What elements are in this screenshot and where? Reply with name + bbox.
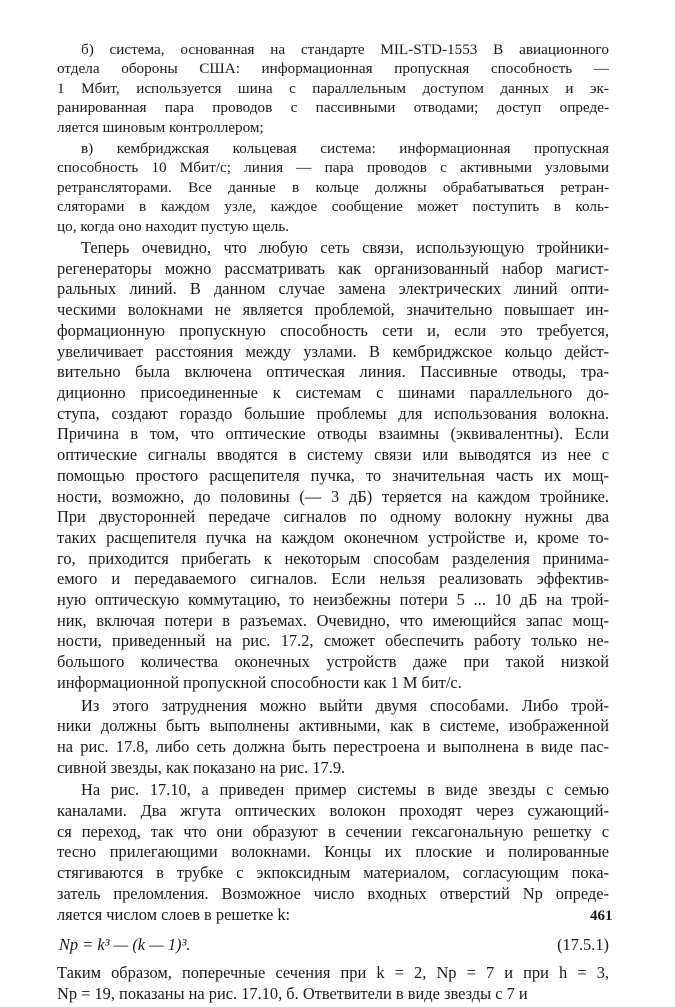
text-line: формационную пропускную способность сети и, если это требуется, (57, 320, 609, 340)
text-line: ретрансляторами. Все данные в кольце должны обрабатываться ретран- (57, 178, 609, 196)
text-line: стягиваются в трубке с экпоксидным материалом, согласующим пока- (57, 863, 609, 883)
paragraph-p4 (57, 696, 609, 779)
text-line: ную оптическую коммутацию, то неизбежны потери 5 ... 10 дБ на трой- (57, 590, 609, 610)
closing-paragraph (57, 963, 609, 1006)
formula-17-5-1 (57, 933, 609, 959)
text-line: ральных линий. В данном случае замена электрических линий опти- (57, 279, 609, 299)
text-line: ляется числом слоев в решетке k: (57, 904, 291, 924)
text-line: способность 10 Мбит/с; линия — пара проводов с активными узловыми (57, 159, 609, 177)
text-line: сивной звезды, как показано на рис. 17.9. (57, 757, 346, 777)
text-line: го, приходится прибегать к некоторым способам разделения принима- (57, 548, 609, 568)
paragraph-p6 (57, 963, 609, 1004)
text-line: на рис. 17.8, либо сеть должна быть перестроена и выполнена в виде пас- (57, 736, 609, 756)
formula-number: (17.5.1) (557, 935, 609, 955)
text-line: ранированная пара проводов с пассивными отводами; доступ опреде- (57, 99, 609, 117)
text-line: ся переход, так что они образуют в сечении гексагональную решетку с (57, 821, 609, 841)
text-line: ческими волокнами не является проблемой, значительно повышает ин- (57, 300, 609, 320)
text-line: сляторами в каждом узле, каждое сообщение может поступить в коль- (57, 198, 609, 216)
text-line: ности, приведенный на рис. 17.2, сможет обеспечить работу только не- (57, 631, 609, 651)
text-line: При двусторонней передаче сигналов по одному волокну нужны два (57, 507, 609, 527)
text-line: б) система, основанная на стандарте MIL-STD-1553 В авиационного (81, 41, 609, 58)
text-line: каналами. Два жгута оптических волокон проходят через сужающий- (57, 801, 609, 821)
text-line: Теперь очевидно, что любую сеть связи, использующую тройники- (81, 238, 609, 258)
page-body (57, 40, 609, 1007)
text-line: помощью простого расщепителя пучка, то значительная часть их мощ- (57, 465, 609, 485)
text-line: Таким образом, поперечные сечения при k = 2, Np = 7 и при h = 3, (57, 963, 609, 983)
paragraph-p5 (57, 780, 609, 925)
text-line: Np = 19, показаны на рис. 17.10, б. Ответвители в виде звезды с 7 и (57, 983, 528, 1003)
text-line: цо, когда оно находит пустую щель. (57, 217, 290, 235)
text-line: На рис. 17.10, а приведен пример системы в виде звезды с семью (81, 780, 609, 800)
text-line: тесно прилегающими волокнами. Концы их плоские и полированные (57, 842, 609, 862)
text-line: ники должны быть выполнены активными, как в системе, изображенной (57, 716, 609, 736)
paragraph-p2 (57, 139, 609, 236)
text-line: отдела обороны США: информационная пропускная способность — (57, 60, 609, 78)
text-line: оптические сигналы вводятся в систему связи или выводятся из нее с (57, 445, 609, 465)
text-line: ности, возможно, до половины (— 3 дБ) теряется на каждом тройнике. (57, 486, 609, 506)
paragraph-p3 (57, 238, 609, 693)
text-line: информационной пропускной способности как 1 М бит/с. (57, 672, 462, 692)
text-line: регенераторы можно рассматривать как организованный набор магист- (57, 258, 609, 278)
text-line: Из этого затруднения можно выйти двумя способами. Либо трой- (81, 695, 609, 715)
text-line: затель преломления. Возможное число входных отверстий Np опреде- (57, 883, 609, 903)
text-line: 1 Мбит, используется шина с параллельным доступом данных и эк- (57, 79, 609, 97)
text-line: увеличивает расстояния между узлами. В кембриджское кольцо дейст- (57, 341, 609, 361)
text-line: Причина в том, что оптические отводы взаимны (эквивалентны). Если (57, 424, 609, 444)
text-line: емого и передаваемого сигналов. Если нельзя реализовать эффектив- (57, 569, 609, 589)
paragraphs (57, 40, 609, 927)
page-number: 461 (590, 908, 613, 924)
text-line: вительно была включена оптическая линия. Пассивные отводы, тра- (57, 362, 609, 382)
paragraph-p1 (57, 40, 609, 137)
text-line: большого количества оконечных устройств даже при такой низкой (57, 652, 609, 672)
text-line: ник, включая потери в разъемах. Очевидно, что имеющийся запас мощ- (57, 610, 609, 630)
text-line: таких расщепителя пучка на каждом оконечном устройстве и, кроме то- (57, 527, 609, 547)
text-line: диционно присоединенные к системам с шинами параллельного до- (57, 382, 609, 402)
formula-expression: Np = k³ — (k — 1)³. (59, 935, 191, 955)
text-line: ступа, создают гораздо большие проблемы для использования волокна. (57, 403, 609, 423)
text-line: ляется шиновым контроллером; (57, 118, 264, 136)
text-line: в) кембриджская кольцевая система: информационная пропускная (81, 140, 609, 158)
